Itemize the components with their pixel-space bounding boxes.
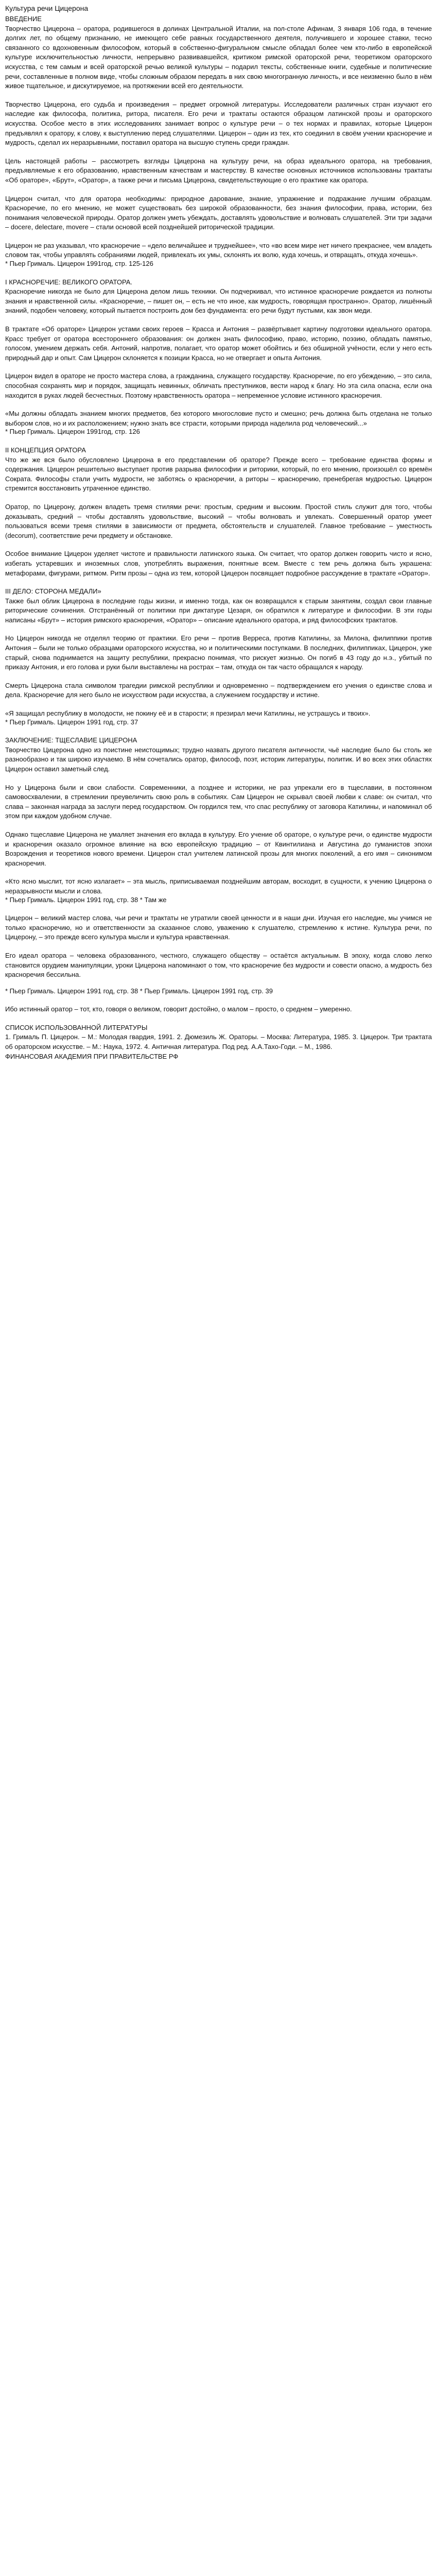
section-1-paragraph-2: В трактате «Об ораторе» Цицерон устами своих героев – Красса и Антония – развёртывает картину подготовки идеального оратора. Красс требует от оратора всестороннего образования: он должен знать философию, право, историю, поэзию, обладать памятью, голосом, умением держать себя. Антоний, напротив, полагает, что оратор может обойтись и без обширной учёности, если у него есть природный дар и опыт. Сам Цицерон склоняется к позиции Красса, но не отвергает и опыта Антония. bbox=[5, 325, 434, 362]
document-title: Культура речи Цицерона bbox=[5, 4, 89, 12]
section-3-heading: III ДЕЛО: СТОРОНА МЕДАЛИ» bbox=[5, 587, 101, 596]
section-3-paragraph-1: Также был облик Цицерона в последние годы жизни, и именно тогда, как он возвращался к старым занятиям, создал свои главные риторические сочинения. Отстранённый от политики при диктатуре Цезаря, он обратился к литературе и философии. В эти годы написаны «Брут» – история римского красноречия, «Оратор» – описание идеального оратора, и ряд философских трактатов. bbox=[5, 597, 434, 624]
bibliography-heading: СПИСОК ИСПОЛЬЗОВАННОЙ ЛИТЕРАТУРЫ bbox=[5, 1023, 148, 1031]
section-3-paragraph-2: Но Цицерон никогда не отделял теорию от практики. Его речи – против Верреса, против Катилины, за Милона, филиппики против Антония – были не только образцами ораторского искусства, но и политическими поступками. В последних, филиппиках, Цицерон, уже старый, снова поднимается на защиту республики, прекрасно понимая, что рискует жизнью. Он погиб в 43 году до н.э., убитый по приказу Антония, и его голова и руки были выставлены на рострах – там, откуда он так часто обращался к народу. bbox=[5, 634, 434, 671]
quote-block-3: «Я защищал республику в молодости, не покину её и в старости; я презирал мечи Катилины, не устрашусь и твоих». bbox=[5, 709, 371, 718]
footer-line: ФИНАНСОВАЯ АКАДЕМИЯ ПРИ ПРАВИТЕЛЬСТВЕ РФ bbox=[5, 1052, 179, 1060]
section-2-paragraph-2: Оратор, по Цицерону, должен владеть тремя стилями речи: простым, средним и высоким. Простой стиль служит для того, чтобы доказывать, средний – чтобы доставлять удовольствие, высокий – чтобы волновать и увлекать. Совершенный оратор умеет пользоваться всеми тремя стилями в зависимости от предмета, обстоятельств и слушателей. Главное требование – уместность (decorum), соответствие речи предмету и обстановке. bbox=[5, 502, 434, 539]
quote-block-1: Цицерон не раз указывал, что красноречие – «дело величайшее и труднейшее», что «во всем мире нет ничего прекраснее, чем владеть словом так, чтобы управлять собраниями людей, привлекать их умы, склонять их волю, куда хочешь, и отвращать, откуда хочешь». bbox=[5, 241, 434, 259]
section-4-paragraph-1: Творчество Цицерона одно из поистине неистощимых; трудно назвать другого писателя античности, чьё наследие было бы столь же разнообразно и так широко изучаемо. В нём сочетались оратор, философ, поэт, историк литературы, политик. И во всех этих областях Цицерон оставил заметный след. bbox=[5, 745, 434, 773]
intro-paragraph-4: Цицерон считал, что для оратора необходимы: природное дарование, знание, упражнение и подражание лучшим образцам. Красноречие, по его мнению, не может существовать без широкой образованности, без знания философии, права, истории, без понимания человеческой природы. Оратор должен уметь убеждать, доставлять удовольствие и волновать слушателей. Эти три задачи – docere, delectare, movere – стали основой всей позднейшей риторической традиции. bbox=[5, 194, 434, 231]
source-note-5: * Пьер Грималь. Цицерон 1991 год, стр. 38 * Пьер Грималь. Цицерон 1991 год, стр. 39 bbox=[5, 987, 273, 995]
section-1-paragraph-3: Цицерон видел в ораторе не просто мастера слова, а гражданина, служащего государству. Красноречие, по его убеждению, – это сила, способная сохранять мир и порядок, защищать невинных, обличать преступников, вести народ к благу. Но эта сила опасна, если она находится в руках людей бесчестных. Поэтому нравственность оратора – непременное условие истинного красноречия. bbox=[5, 372, 434, 399]
section-4-heading: ЗАКЛЮЧЕНИЕ: ТЩЕСЛАВИЕ ЦИЦЕРОНА bbox=[5, 736, 137, 744]
section-2-paragraph-1: Что же же вся было обусловлено Цицерона в его представлении об ораторе? Прежде всего – требование единства формы и содержания. Цицерон решительно выступает против разрыва философии и риторики, который, по его мнению, произошёл со времён Сократа. Философы стали учить мудрости, не заботясь о красноречии, а риторы – красноречию, пренебрегая мудростью. Цицерон стремится восстановить утраченное единство. bbox=[5, 455, 434, 493]
section-1-heading: I КРАСНОРЕЧИЕ: ВЕЛИКОГО ОРАТОРА. bbox=[5, 278, 133, 286]
section-2-heading: II КОНЦЕПЦИЯ ОРАТОРА bbox=[5, 446, 86, 454]
intro-paragraph-2: Творчество Цицерона, его судьба и произведения – предмет огромной литературы. Исследователи различных стран изучают его наследие как философа, политика, ритора, писателя. Его речи и трактаты остаются образцом латинской прозы и ораторского искусства. Особое место в этих исследованиях занимает вопрос о культуре речи – о тех нормах и правилах, которые Цицерон предъявлял к оратору, к слову, к выступлению перед слушателями. Цицерон – один из тех, кто соединил в своём учении красноречие и мудрость, сделал их неразрывными, поставил оратора на высшую ступень среди граждан. bbox=[5, 100, 434, 147]
closing-paragraph-1: Цицерон – великий мастер слова, чьи речи и трактаты не утратили своей ценности и в наши дни. Изучая его наследие, мы учимся не только красноречию, но и ответственности за сказанное слово, уважению к слушателю, стремлению к истине. Культура речи, по Цицерону, – это прежде всего культура мысли и культура нравственная. bbox=[5, 914, 434, 941]
closing-paragraph-2: Его идеал оратора – человека образованного, честного, служащего обществу – остаётся актуальным. В эпоху, когда слово легко становится орудием манипуляции, уроки Цицерона напоминают о том, что красноречие без мудрости и совести опасно, а мудрость без красноречия бессильна. bbox=[5, 951, 434, 979]
source-note-3: * Пьер Грималь. Цицерон 1991 год, стр. 37 bbox=[5, 718, 138, 726]
section-2-paragraph-3: Особое внимание Цицерон уделяет чистоте и правильности латинского языка. Он считает, что оратор должен говорить чисто и ясно, избегать устаревших и иноземных слов, употреблять выражения, понятные всем. Вместе с тем речь должна быть украшена: метафорами, фигурами, ритмом. Ритм прозы – одна из тем, которой Цицерон посвящает подробное рассуждение в трактате «Оратор». bbox=[5, 550, 434, 577]
source-note-2: * Пьер Грималь. Цицерон 1991год, стр. 126 bbox=[5, 428, 140, 436]
intro-paragraph-1: Творчество Цицерона – оратора, родившегося в долинах Центральной Италии, на пол-столе Афинам, 3 января 106 года, в течение долгих лет, по общему признанию, не имеющего себе равных государственного деятеля, получившего и хорошее ставки, тесно связанного со вдохновенным философом, который в собственно-фигуральном смысле обладал более чем кто-либо в европейской культуре исключительностью личности, непрерывно развивавшейся, критиком римской ораторской речи, теоретиком ораторского искусства, с тем самым и всей ораторской речью великой культуры – подарил тексты, собственные книги, судебные и политические речи, составленные в полном виде, чтобы сложным образом передать в них свою многогранную личность, и все неизменно было в нём живое тщательное, и дискутируемое, на протяжении всей его деятельности. bbox=[5, 24, 434, 90]
intro-paragraph-3: Цель настоящей работы – рассмотреть взгляды Цицерона на культуру речи, на образ идеального оратора, на требования, предъявляемые к его образованию, нравственным качествам и мастерству. В качестве основных источников использованы трактаты «Об ораторе», «Брут», «Оратор», а также речи и письма Цицерона, свидетельствующие о его практике как оратора. bbox=[5, 157, 434, 184]
quote-block-2: «Мы должны обладать знанием многих предметов, без которого многословие пусто и смешно; речь должна быть отделана не только выбором слов, но и их расположением; нужно знать все страсти, которыми природа наделила род человеческий...» bbox=[5, 410, 434, 427]
section-3-paragraph-3: Смерть Цицерона стала символом трагедии римской республики и одновременно – подтверждением его учения о единстве слова и дела. Красноречие для него было не искусством ради искусства, а служением государству и истине. bbox=[5, 681, 434, 699]
intro-heading: ВВЕДЕНИЕ bbox=[5, 15, 42, 23]
section-1-paragraph-1: Красноречие никогда не было для Цицерона делом лишь техники. Он подчеркивал, что истинное красноречие рождается из полноты знания и нравственной силы. «Красноречие, – пишет он, – есть не что иное, как мудрость, говорящая пространно». Оратор, лишённый знаний, подобен человеку, который пытается построить дом без фундамента: его речи будут пустыми, как звон меди. bbox=[5, 287, 434, 315]
quote-block-4: «Кто ясно мыслит, тот ясно излагает» – эта мысль, приписываемая позднейшим авторам, восходит, в сущности, к учению Цицерона о неразрывности мысли и слова. bbox=[5, 877, 434, 895]
section-4-paragraph-3: Однако тщеславие Цицерона не умаляет значения его вклада в культуру. Его учение об ораторе, о культуре речи, о единстве мудрости и красноречия оказало огромное влияние на всю европейскую традицию – от Квинтилиана и Августина до гуманистов эпохи Возрождения и теоретиков нового времени. Цицерон стал учителем латинской прозы для многих поколений, а его имя – синонимом красноречия. bbox=[5, 830, 434, 867]
section-4-paragraph-2: Но у Цицерона были и свои слабости. Современники, а позднее и историки, не раз упрекали его в тщеславии, в постоянном самовосхвалении, в стремлении преувеличить свою роль в событиях. Сам Цицерон не скрывал своей любви к славе: он считал, что слава – законная награда за заслуги перед государством. Он гордился тем, что спас республику от заговора Катилины, и напоминал об этом при каждом удобном случае. bbox=[5, 783, 434, 820]
bibliography-list: 1. Грималь П. Цицерон. – М.: Молодая гвардия, 1991. 2. Дюмезиль Ж. Ораторы. – Москва: Литература, 1985. 3. Цицерон. Три трактата об ораторском искусстве. – М.: Наука, 1972. 4. Античная литература. Под ред. А.А.Тахо-Годи. – М., 1986. bbox=[5, 1033, 432, 1051]
final-note: Ибо истинный оратор – тот, кто, говоря о великом, говорит достойно, о малом – просто, о среднем – умеренно. bbox=[5, 1005, 352, 1013]
source-note-4: * Пьер Грималь. Цицерон 1991 год, стр. 38 * Там же bbox=[5, 895, 167, 904]
source-note-1: * Пьер Грималь. Цицерон 1991год, стр. 125-126 bbox=[5, 260, 153, 268]
